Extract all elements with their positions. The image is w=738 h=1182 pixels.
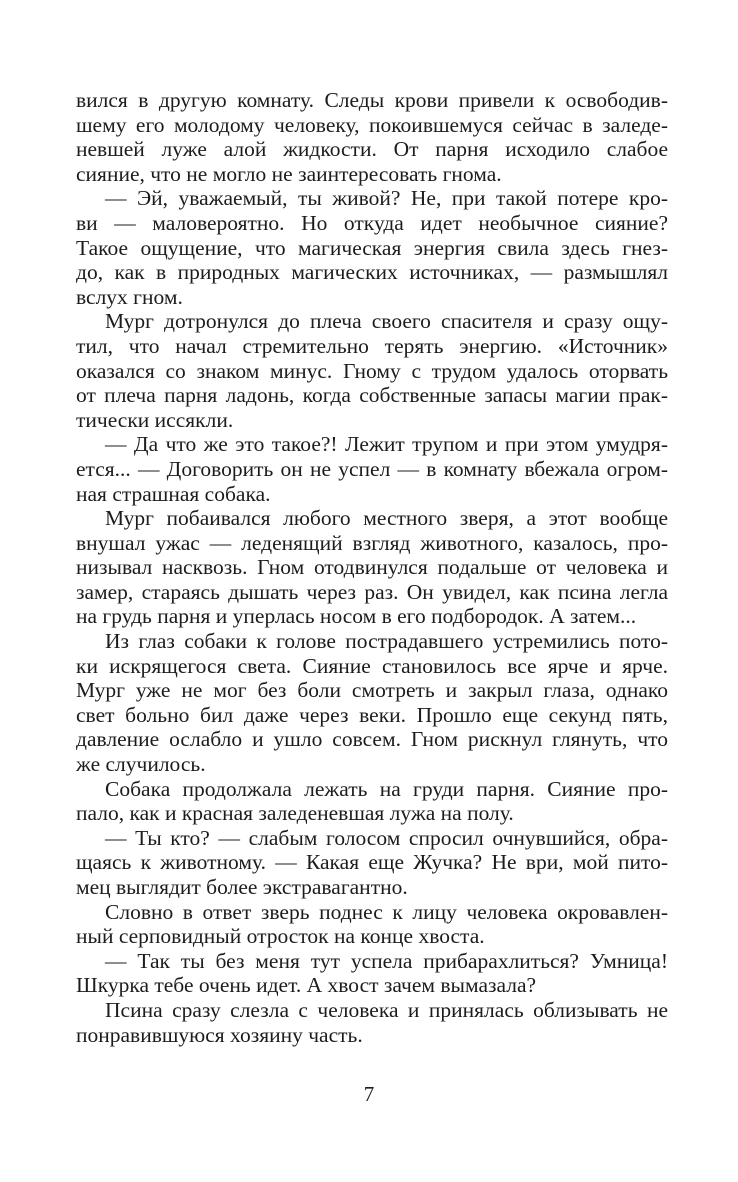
text-line: низывал насквозь. Гном отодвинулся подальше от человека и xyxy=(76,555,668,580)
text-line: Такое ощущение, что магическая энергия свила здесь гнез- xyxy=(76,235,668,260)
text-line: Словно в ответ зверь поднес к лицу человека окровавлен- xyxy=(105,899,668,924)
text-line: Шкурка тебе очень идет. А хвост зачем вымазала? xyxy=(76,973,537,998)
text-line: оказался со знаком минус. Гному с трудом удалось оторвать xyxy=(76,358,668,383)
body-text xyxy=(76,88,668,1047)
text-line: Собака продолжала лежать на груди парня. Сияние про- xyxy=(105,776,668,801)
text-line: же случилось. xyxy=(76,752,206,777)
text-line: — Да что же это такое?! Лежит трупом и при этом умудря- xyxy=(105,432,668,457)
text-line: Мург дотронулся до плеча своего спасителя и сразу ощу- xyxy=(105,309,668,334)
text-line: — Ты кто? — слабым голосом спросил очнувшийся, обра- xyxy=(105,825,668,850)
text-line: вился в другую комнату. Следы крови привели к освободив- xyxy=(76,88,668,112)
text-line: тил, что начал стремительно терять энергию. «Источник» xyxy=(76,333,668,358)
page-number: 7 xyxy=(363,1082,375,1106)
text-line: давление ослабло и ушло совсем. Гном рискнул глянуть, что xyxy=(76,727,668,752)
text-line: пало, как и красная заледеневшая лужа на полу. xyxy=(76,801,514,826)
text-line: понравившуюся хозяину часть. xyxy=(76,1022,363,1047)
text-line: мец выглядит более экстравагантно. xyxy=(76,875,408,899)
text-line: внушал ужас — леденящий взгляд животного, казалось, про- xyxy=(76,530,668,555)
text-line: замер, стараясь дышать через раз. Он увидел, как псина легла xyxy=(76,579,668,604)
text-line: ви — маловероятно. Но откуда идет необычное сияние? xyxy=(76,210,668,235)
text-line: сияние, что не могло не заинтересовать гнома. xyxy=(76,161,502,186)
text-line: шему его молодому человеку, покоившемуся сейчас в заледе- xyxy=(76,112,668,137)
text-line: ная страшная собака. xyxy=(76,481,271,506)
text-line: на грудь парня и уперлась носом в его подбородок. А затем... xyxy=(76,604,637,629)
text-line: вслух гном. xyxy=(76,284,183,309)
text-line: тически иссякли. xyxy=(76,407,234,432)
text-line: невшей луже алой жидкости. От парня исходило слабое xyxy=(76,137,668,162)
text-line: Из глаз собаки к голове пострадавшего устремились пото- xyxy=(105,629,668,654)
text-line: ется... — Договорить он не успел — в комнату вбежала огром- xyxy=(76,456,668,481)
text-line: щаясь к животному. — Какая еще Жучка? Не ври, мой пито- xyxy=(76,850,668,875)
text-line: ки искрящегося света. Сияние становилось все ярче и ярче. xyxy=(76,653,668,678)
text-line: Мург побаивался любого местного зверя, а этот вообще xyxy=(105,506,668,531)
text-line: ный серповидный отросток на конце хвоста. xyxy=(76,924,485,949)
text-line: от плеча парня ладонь, когда собственные запасы магии прак- xyxy=(76,383,668,408)
text-line: — Так ты без меня тут успела прибарахлиться? Умница! xyxy=(105,948,668,973)
text-line: свет больно бил даже через веки. Прошло еще секунд пять, xyxy=(76,702,668,727)
text-line: Мург уже не мог без боли смотреть и закрыл глаза, однако xyxy=(76,678,668,703)
text-line: до, как в природных магических источниках, — размышлял xyxy=(76,260,668,285)
text-line: — Эй, уважаемый, ты живой? Не, при такой потере кро- xyxy=(105,186,668,211)
text-line: Псина сразу слезла с человека и принялась облизывать не xyxy=(105,997,668,1022)
